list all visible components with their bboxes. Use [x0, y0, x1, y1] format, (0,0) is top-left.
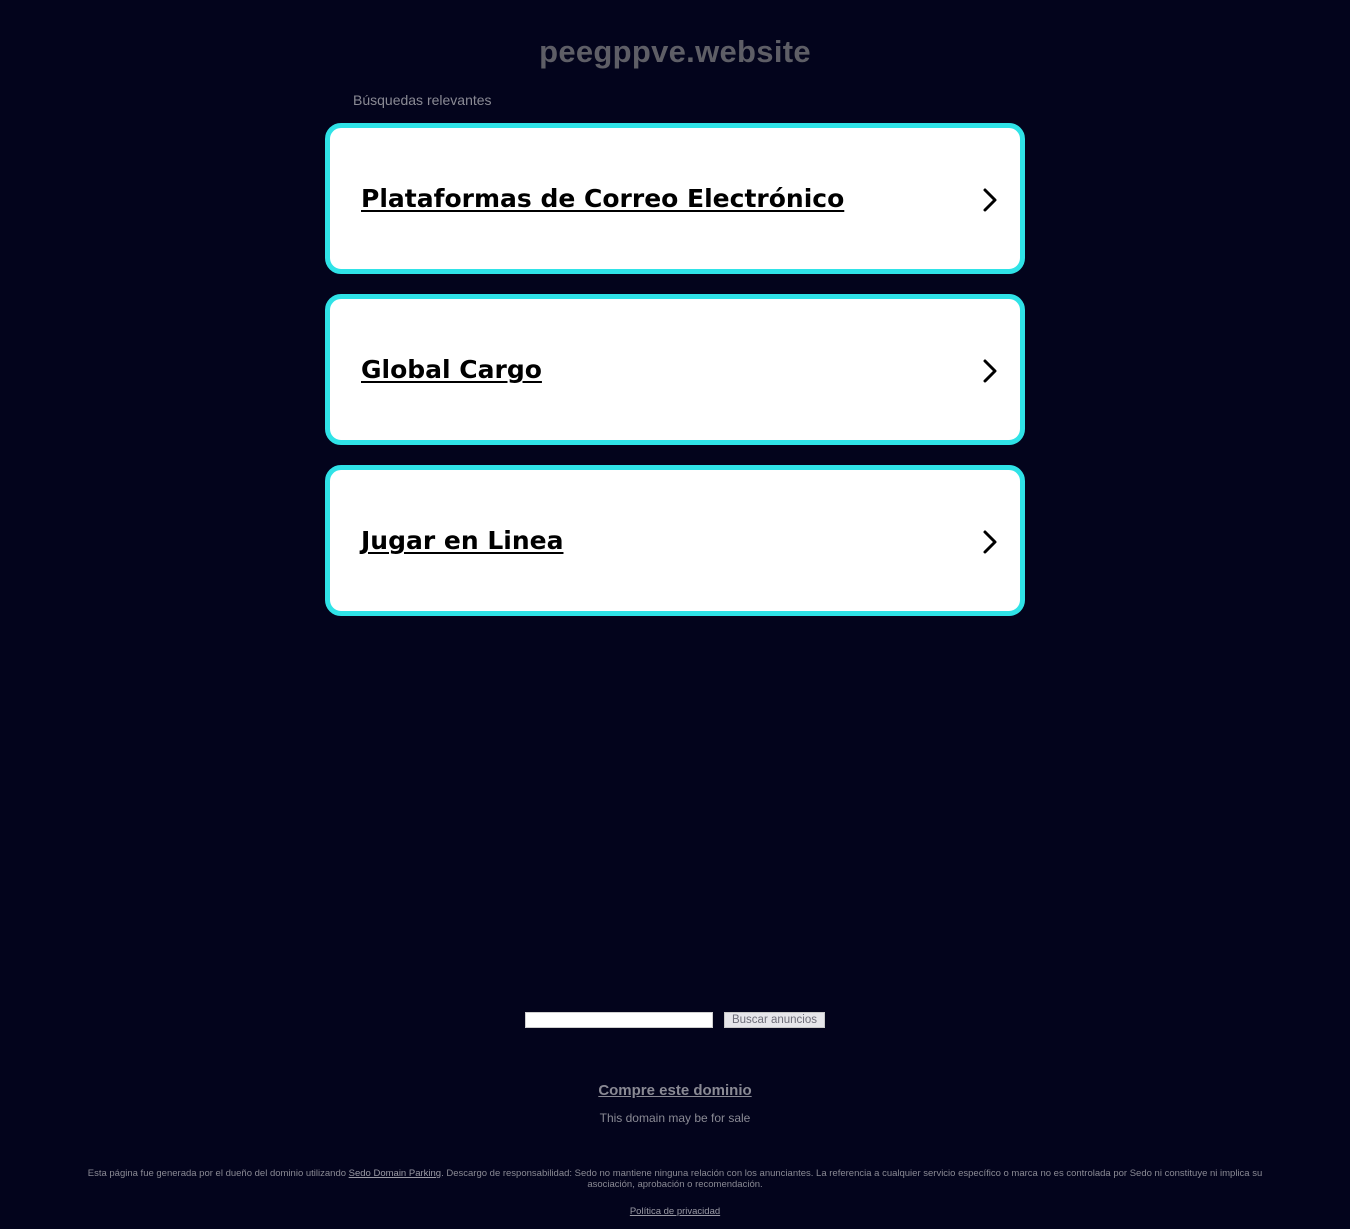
buy-domain-link[interactable]: Compre este dominio: [598, 1082, 752, 1099]
related-searches-label: Búsquedas relevantes: [353, 92, 492, 108]
result-link[interactable]: Global Cargo: [361, 355, 542, 384]
related-search-results: [325, 123, 1025, 636]
result-card-email-platforms[interactable]: [325, 123, 1025, 274]
search-ads-button[interactable]: Buscar anuncios: [724, 1012, 825, 1028]
result-link[interactable]: Plataformas de Correo Electrónico: [361, 184, 845, 213]
chevron-right-icon[interactable]: [978, 528, 1002, 556]
domain-title: peegppve.website: [539, 34, 811, 69]
disclaimer-text: [75, 1168, 1275, 1190]
disclaimer-suffix: . Descargo de responsabilidad: Sedo no mantiene ninguna relación con los anunciantes. La referencia a cualquier servicio específico o marca no es controlada por Sedo ni constituye ni implica su asociación, aprobación o recomendación.: [441, 1168, 1263, 1190]
for-sale-text: This domain may be for sale: [599, 1111, 751, 1125]
result-link[interactable]: Jugar en Linea: [361, 526, 564, 555]
disclaimer-prefix: Esta página fue generada por el dueño del dominio utilizando: [87, 1168, 347, 1179]
search-input[interactable]: [525, 1012, 713, 1028]
chevron-right-icon[interactable]: [978, 186, 1002, 214]
ad-search-form: [525, 1012, 825, 1028]
sedo-parking-link[interactable]: Sedo Domain Parking: [348, 1168, 442, 1179]
result-card-online-games[interactable]: [325, 465, 1025, 616]
chevron-right-icon[interactable]: [978, 357, 1002, 385]
result-card-global-cargo[interactable]: [325, 294, 1025, 445]
privacy-policy-link[interactable]: Política de privacidad: [629, 1206, 721, 1217]
